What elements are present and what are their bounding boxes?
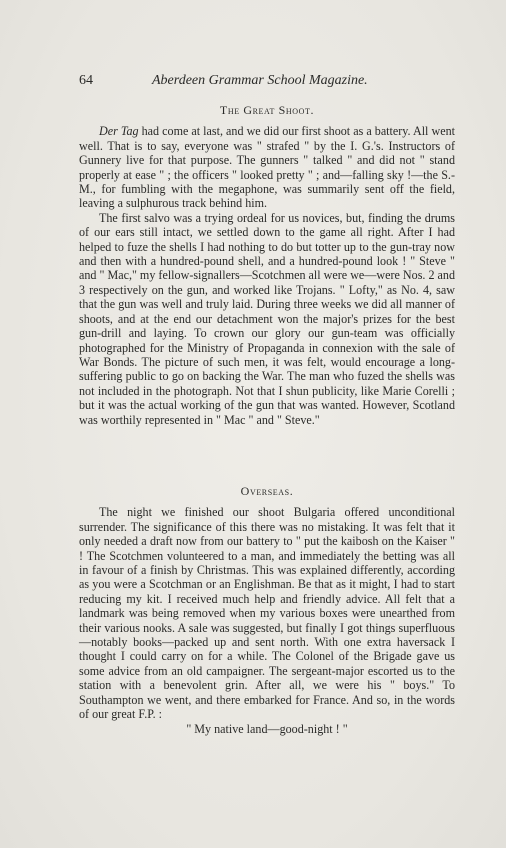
section-overseas xyxy=(79,484,455,736)
paragraph-1-text: had come at last, and we did our first shoot as a battery. All went well. That is to say, everyone was " strafed " by the I. G.'s. Instructors of Gunnery live for that purpose. The gunners " talked " and did not " stand properly at ease " ; the officers " looked pretty " ; and—falling sky !—the S.-M., for fumbling with the megaphone, was summarily sent off the field, leaving a sulphurous track behind him. xyxy=(79,124,455,211)
section-great-shoot xyxy=(79,103,455,427)
paragraph-1 xyxy=(79,124,455,210)
paragraph-2: The first salvo was a trying ordeal for us novices, but, finding the drums of our ears still intact, we settled down to the game all right. After I had helped to fuze the shells I had nothing to do but totter up to the gun-tray now and then with a hundred-pound shell, and a hundred-pound look ! " Steve " and " Mac," my fellow-signallers—Scotchmen all were we—were Nos. 2 and 3 respectively on the gun, and worked like Trojans. " Lofty," as No. 4, saw that the gun was well and truly laid. During three weeks we did all manner of shoots, and at the end our detachment won the major's prizes for the best gun-drill and laying. To crown our glory our gun-team was officially photographed for the Ministry of Propaganda in connexion with the sale of War Bonds. The picture of such men, it was felt, would encourage a long-suffering public to go on backing the War. The man who fuzed the shells was not included in the photograph. Not that I shun publicity, like Marie Corelli ; but it was the actual working of the gun that was wanted. However, Scotland was worthily represented in " Mac " and " Steve." xyxy=(79,210,455,427)
section-title-great-shoot: The Great Shoot. xyxy=(219,103,315,117)
page-number: 64 xyxy=(79,73,93,88)
section-title-overseas: Overseas. xyxy=(240,484,294,498)
paragraph-1-italic-lead: Der Tag xyxy=(99,124,139,139)
page-header xyxy=(79,73,456,93)
paragraph-3: The night we finished our shoot Bulgaria offered unconditional surrender. The significance of this there was no mistaking. It was felt that it only needed a draft now from our battery to " put the kaibosh on the Kaiser " ! The Scotchmen volunteered to a man, and immediately the betting was all in favour of a finish by Christmas. This was explained differently, according as you were a Scotchman or an Englishman. Be that as it might, I had to start reducing my kit. I received much help and friendly advice. All felt that a landmark was being removed when my various boxes were unearthed from their various nooks. A sale was suggested, but finally I got things superfluous—notably books—packed up and sent north. With one extra haversack I thought I could carry on for a while. The Colonel of the Brigade gave us some advice from an old campaigner. The sergeant-major escorted us to the station with a benevolent grin. After all, we were his " boys." To Southampton we went, and there embarked for France. And so, in the words of our great F.P. : xyxy=(79,505,455,722)
running-head: Aberdeen Grammar School Magazine. xyxy=(152,73,368,88)
verse-quote: " My native land—good-night ! " xyxy=(186,721,348,736)
